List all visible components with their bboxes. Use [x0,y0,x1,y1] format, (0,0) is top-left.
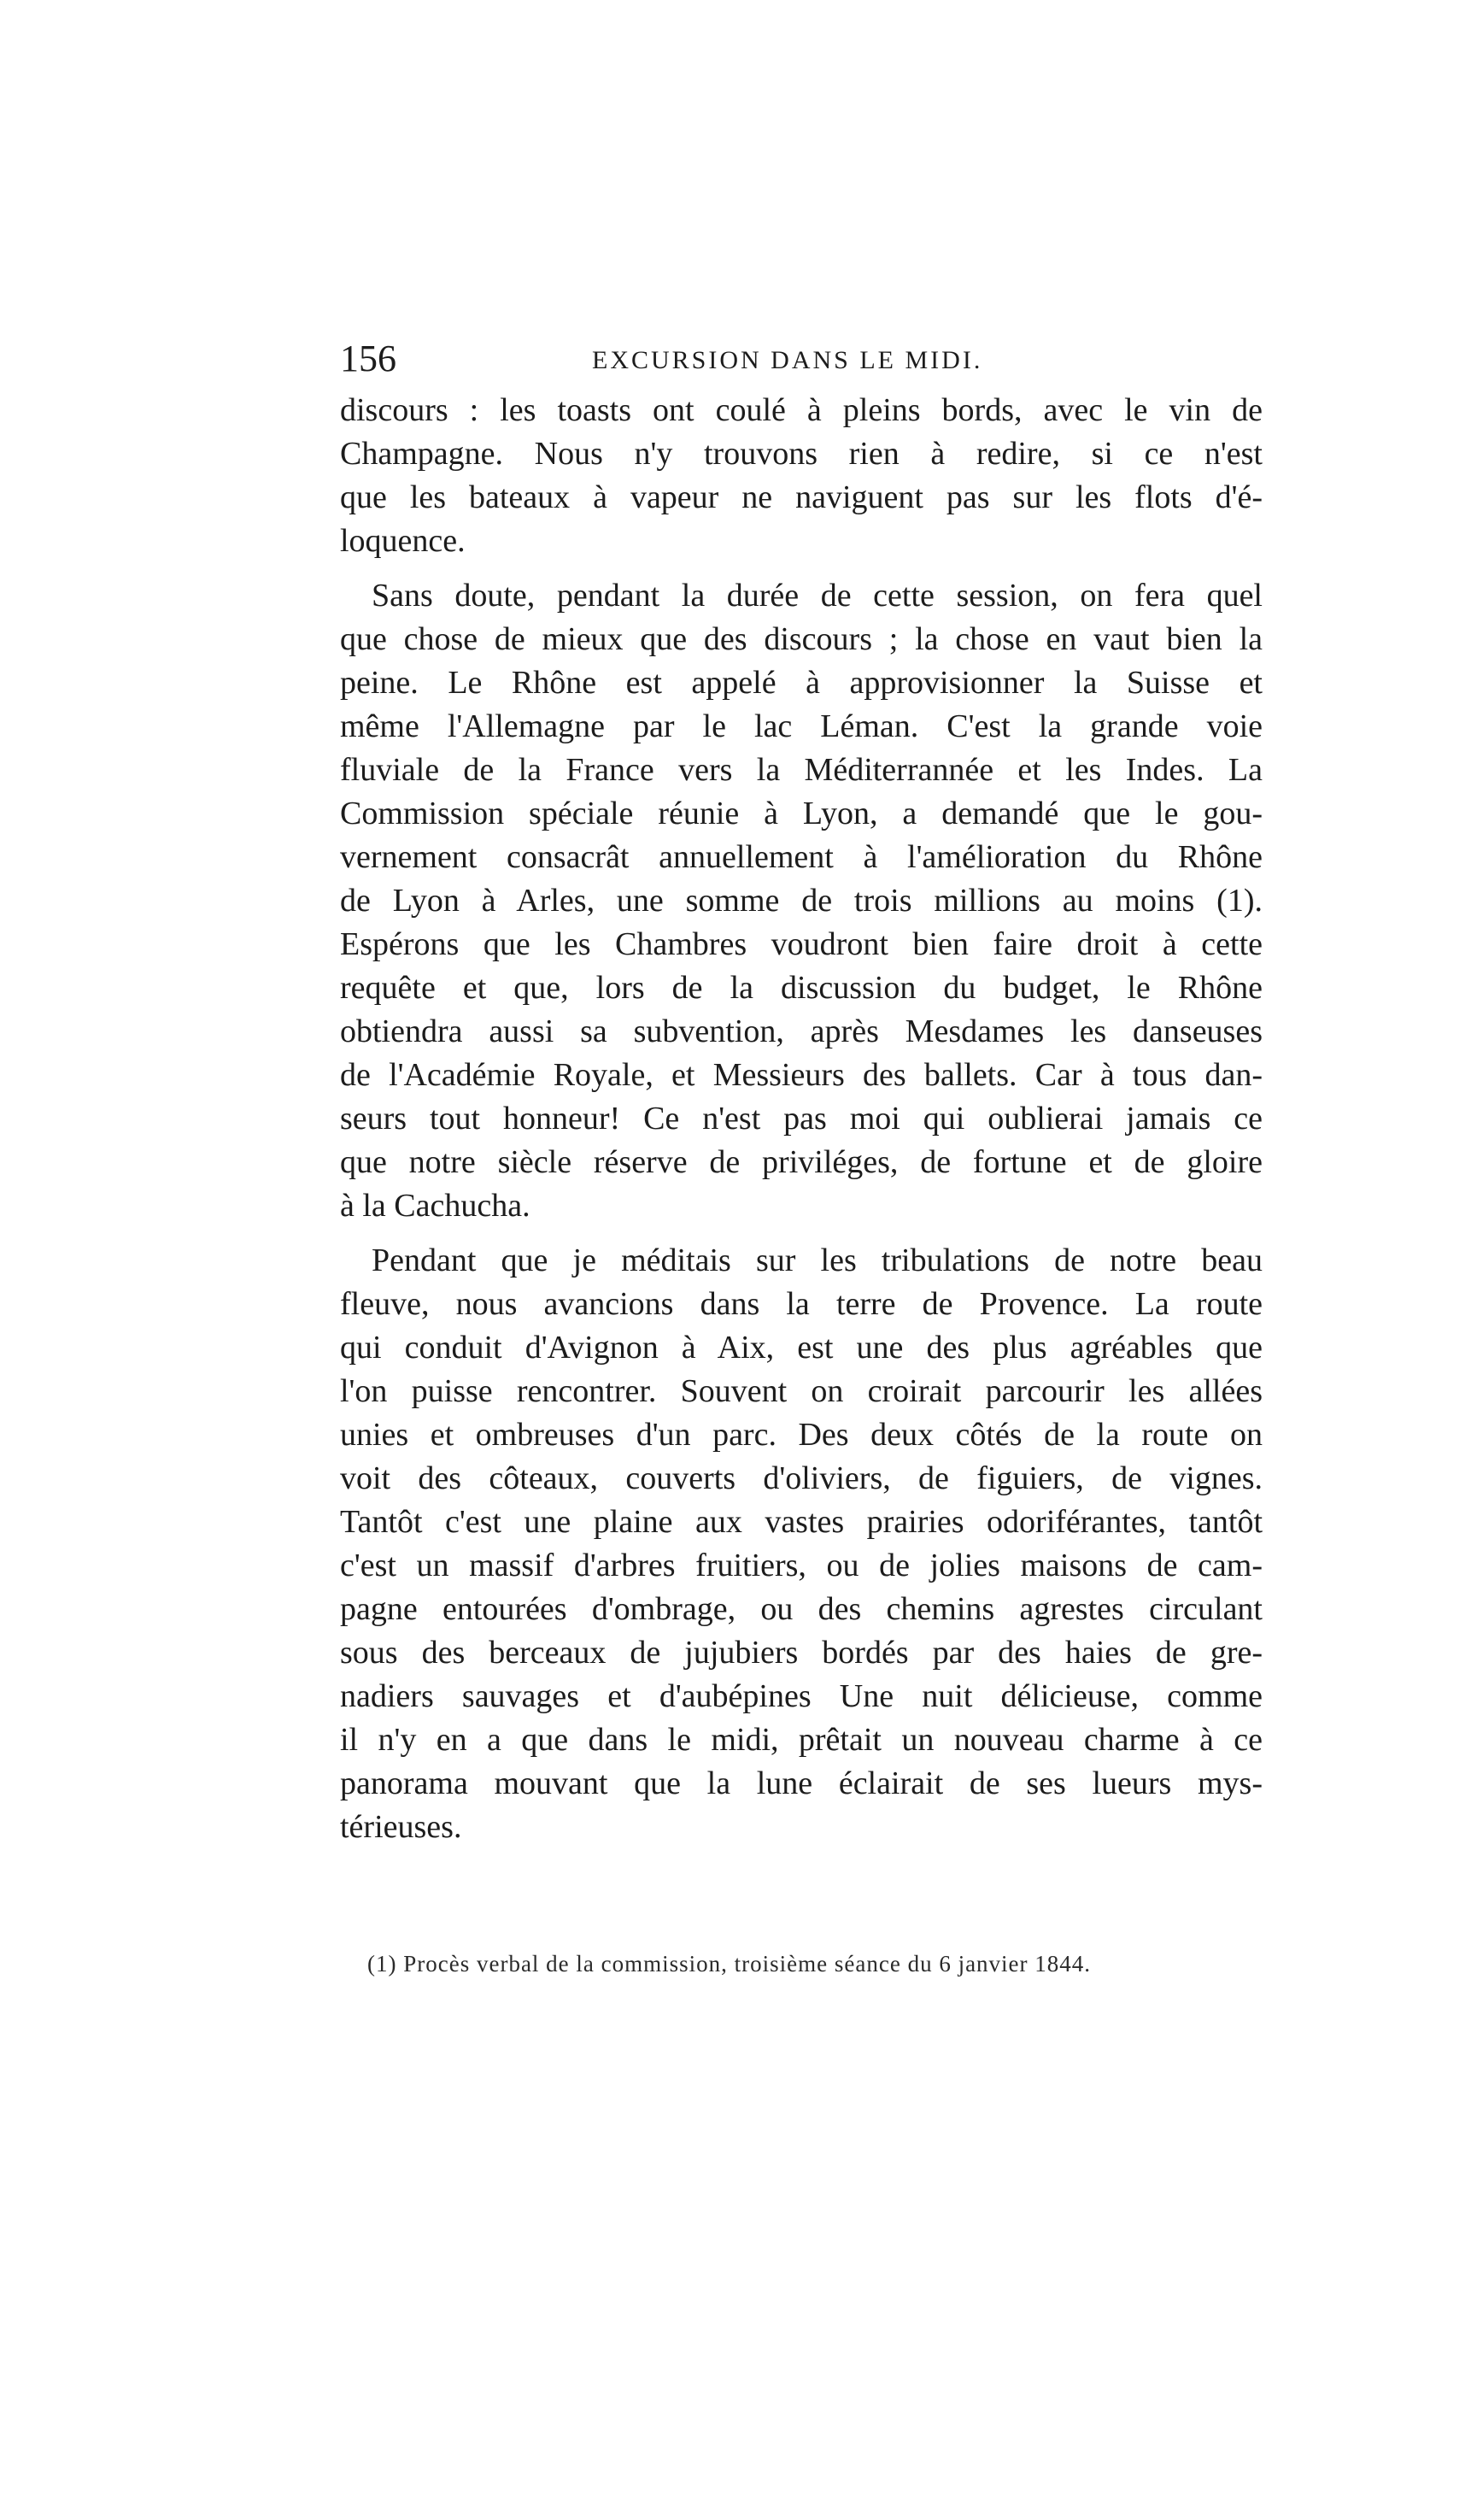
text-line: Commission spéciale réunie à Lyon, a demandé que le gou- [340,796,1263,831]
text-line: pagne entourées d'ombrage, ou des chemins agrestes circulant [340,1591,1263,1627]
paragraph-2 [340,574,1263,1228]
text-line: fluviale de la France vers la Méditerrannée et les Indes. La [340,752,1263,788]
text-line: seurs tout honneur! Ce n'est pas moi qui oublierai jamais ce [340,1101,1263,1137]
body-text [340,389,1263,1849]
text-line: il n'y en a que dans le midi, prêtait un nouveau charme à ce [340,1722,1263,1758]
text-line: Champagne. Nous n'y trouvons rien à redire, si ce n'est [340,436,1263,472]
text-line: l'on puisse rencontrer. Souvent on croirait parcourir les allées [340,1373,1263,1409]
text-line: sous des berceaux de jujubiers bordés par des haies de gre- [340,1635,1263,1671]
text-line: que notre siècle réserve de priviléges, de fortune et de gloire [340,1144,1263,1180]
paragraph-3 [340,1239,1263,1849]
text-line: de l'Académie Royale, et Messieurs des ballets. Car à tous dan- [340,1057,1263,1093]
text-line: peine. Le Rhône est appelé à approvisionner la Suisse et [340,665,1263,701]
text-line: discours : les toasts ont coulé à pleins bords, avec le vin de [340,392,1263,428]
text-line: vernement consacrât annuellement à l'amélioration du Rhône [340,839,1263,875]
page-header [340,338,1263,380]
text-line: même l'Allemagne par le lac Léman. C'est la grande voie [340,708,1263,744]
text-line: Tantôt c'est une plaine aux vastes prairies odoriférantes, tantôt [340,1504,1263,1540]
text-line: Espérons que les Chambres voudront bien faire droit à cette [340,926,1263,962]
text-line: panorama mouvant que la lune éclairait de ses lueurs mys- [340,1765,1263,1801]
text-line: de Lyon à Arles, une somme de trois millions au moins (1). [340,883,1263,919]
text-line: fleuve, nous avancions dans la terre de Provence. La route [340,1286,1263,1322]
text-line: Pendant que je méditais sur les tribulations de notre beau [372,1242,1263,1278]
text-line: obtiendra aussi sa subvention, après Mesdames les danseuses [340,1013,1263,1049]
text-line: unies et ombreuses d'un parc. Des deux côtés de la route on [340,1417,1263,1453]
page-number: 156 [340,338,396,379]
footnote: (1) Procès verbal de la commission, troisième séance du 6 janvier 1844. [367,1951,1092,1977]
text-line: nadiers sauvages et d'aubépines Une nuit délicieuse, comme [340,1678,1263,1714]
text-line: que les bateaux à vapeur ne naviguent pas sur les flots d'é- [340,479,1263,515]
text-line: requête et que, lors de la discussion du budget, le Rhône [340,970,1263,1006]
text-line: que chose de mieux que des discours ; la chose en vaut bien la [340,621,1263,657]
paragraph-1 [340,389,1263,563]
running-head: EXCURSION DANS LE MIDI. [592,346,983,374]
text-line: térieuses. [340,1809,462,1845]
text-line: Sans doute, pendant la durée de cette session, on fera quel [372,578,1263,614]
text-line: voit des côteaux, couverts d'oliviers, de figuiers, de vignes. [340,1460,1263,1496]
text-line: c'est un massif d'arbres fruitiers, ou de jolies maisons de cam- [340,1548,1263,1583]
text-line: qui conduit d'Avignon à Aix, est une des plus agréables que [340,1330,1263,1366]
text-line: à la Cachucha. [340,1188,530,1224]
text-line: loquence. [340,523,466,559]
